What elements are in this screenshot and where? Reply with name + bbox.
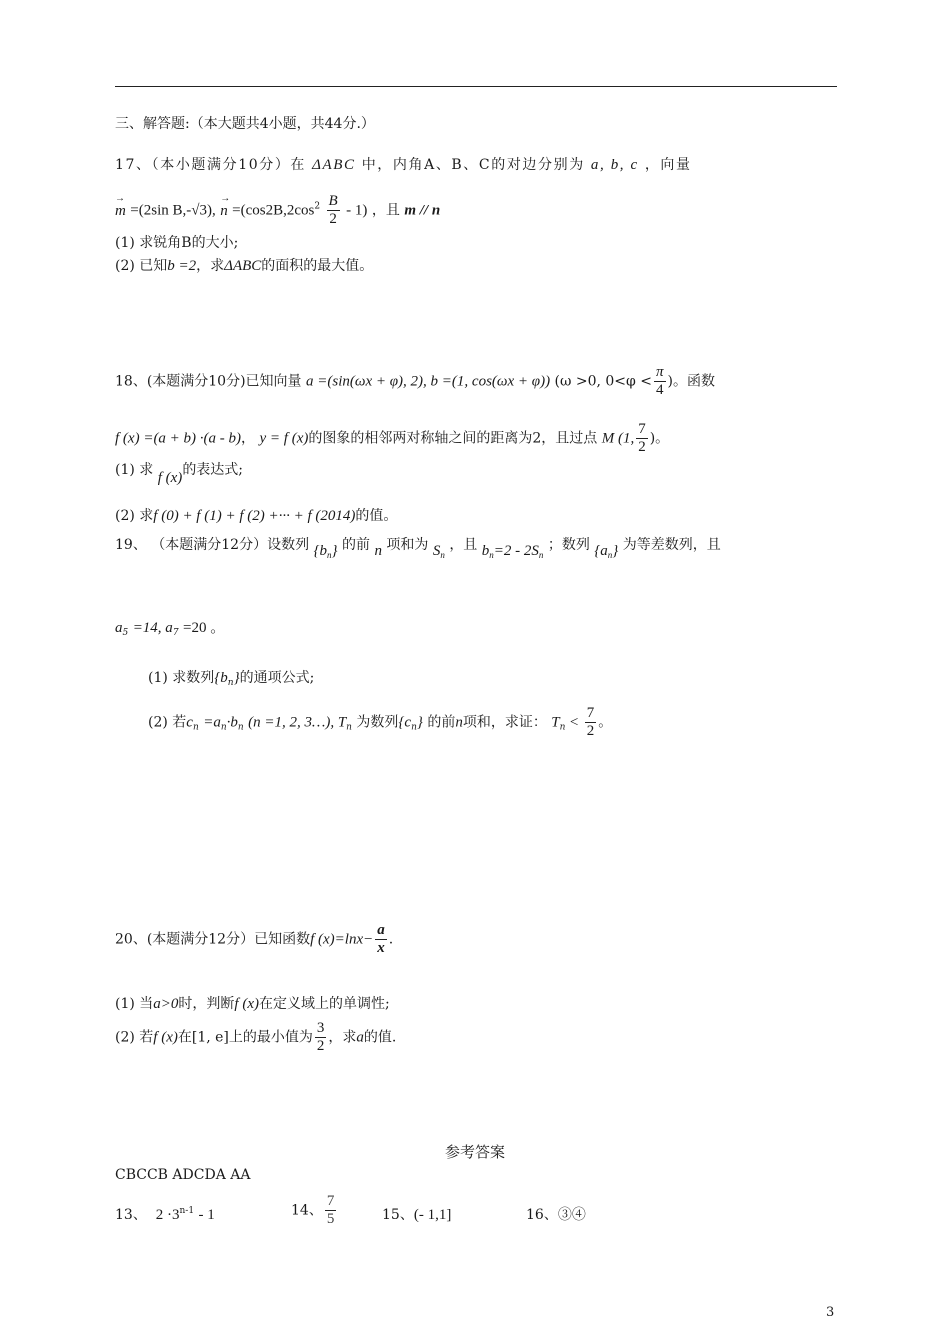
answer-16: 16、③④ <box>526 1207 586 1223</box>
answers-title: 参考答案 <box>444 1143 505 1161</box>
q18-part1: (1) 求 f (x)的表达式; <box>115 462 244 486</box>
q18-part2: (2) 求f (0) + f (1) + f (2) +··· + f (2014)的值。 <box>115 508 398 524</box>
q19-given: $a_5 =14$, $a_7 =20$ 。 <box>115 620 226 638</box>
q20-part2: (2) 若f (x)在[1, e]上的最小值为 $\frac{3}{2}$ ，求a的值. <box>115 1020 397 1054</box>
q19-part1: (1) 求数列$\{b_n\}$的通项公式; <box>148 670 315 688</box>
q20-stem: 20、(本题满分12分）已知函数f (x)=lnx− $\frac{a}{x}$ . <box>115 922 394 956</box>
q19-part2: (2) 若$c_n =a_n\cdot b_n$ (n =1, 2, 3…), $T_n$ 为数列$\{c_n\}$ 的前n项和，求证： $T_n$ < $\frac{7}{2}$ 。 <box>148 705 613 739</box>
header-rule <box>115 86 837 87</box>
q17-stem: 17、（本小题满分10分）在 ΔABC 中，内角A、B、C的对边分别为 a, b, c ，向量 <box>115 157 692 173</box>
page-number: 3 <box>826 1305 835 1320</box>
section-heading: 三、解答题:（本大题共4小题，共44分.） <box>115 116 375 132</box>
q17-fraction: $\frac{B}{2}$ <box>328 193 338 227</box>
q17-part1: (1) 求锐角B的大小; <box>115 235 239 251</box>
q19-stem: 19、 （本题满分12分）设数列 $\{b_n\}$ 的前 n 项和为 $S_n$ ，且 $b_n=2 - 2S_n$ ；数列 $\{a_n\}$ 为等差数列，且 <box>115 537 721 560</box>
answer-14: 14、 $\frac{7}{5}$ <box>291 1193 335 1227</box>
q17-vectors: → m =(2sin B,-√3), → $n =(\cos 2B,2\cos^2$ $\frac{B}{2}$ - 1) ，且 m // n <box>115 193 440 228</box>
q18-stem: 18、(本题满分10分)已知向量 a =(sin(ωx + φ), 2), b =(1, cos(ωx + φ)) (ω >0, 0<φ < $\frac{\pi}{4}$ )。函数 <box>115 364 715 398</box>
q20-part1: (1) 当a>0时，判断f (x)在定义域上的单调性; <box>115 996 390 1012</box>
q17-part2: (2) 已知b =2，求ΔABC的面积的最大值。 <box>115 258 374 274</box>
answers-choice: CBCCB ADCDA AA <box>115 1167 251 1183</box>
answer-13: 13、 $2 \cdot 3^{n-1} - 1$ <box>115 1206 215 1223</box>
answer-15: 15、(- 1,1] <box>382 1207 452 1223</box>
q18-function: f (x) =(a + b) ·(a - b)， y = f (x)的图象的相邻两对称轴之间的距离为2，且过点 M (1, $\frac{7}{2}$ )。 <box>115 421 670 455</box>
